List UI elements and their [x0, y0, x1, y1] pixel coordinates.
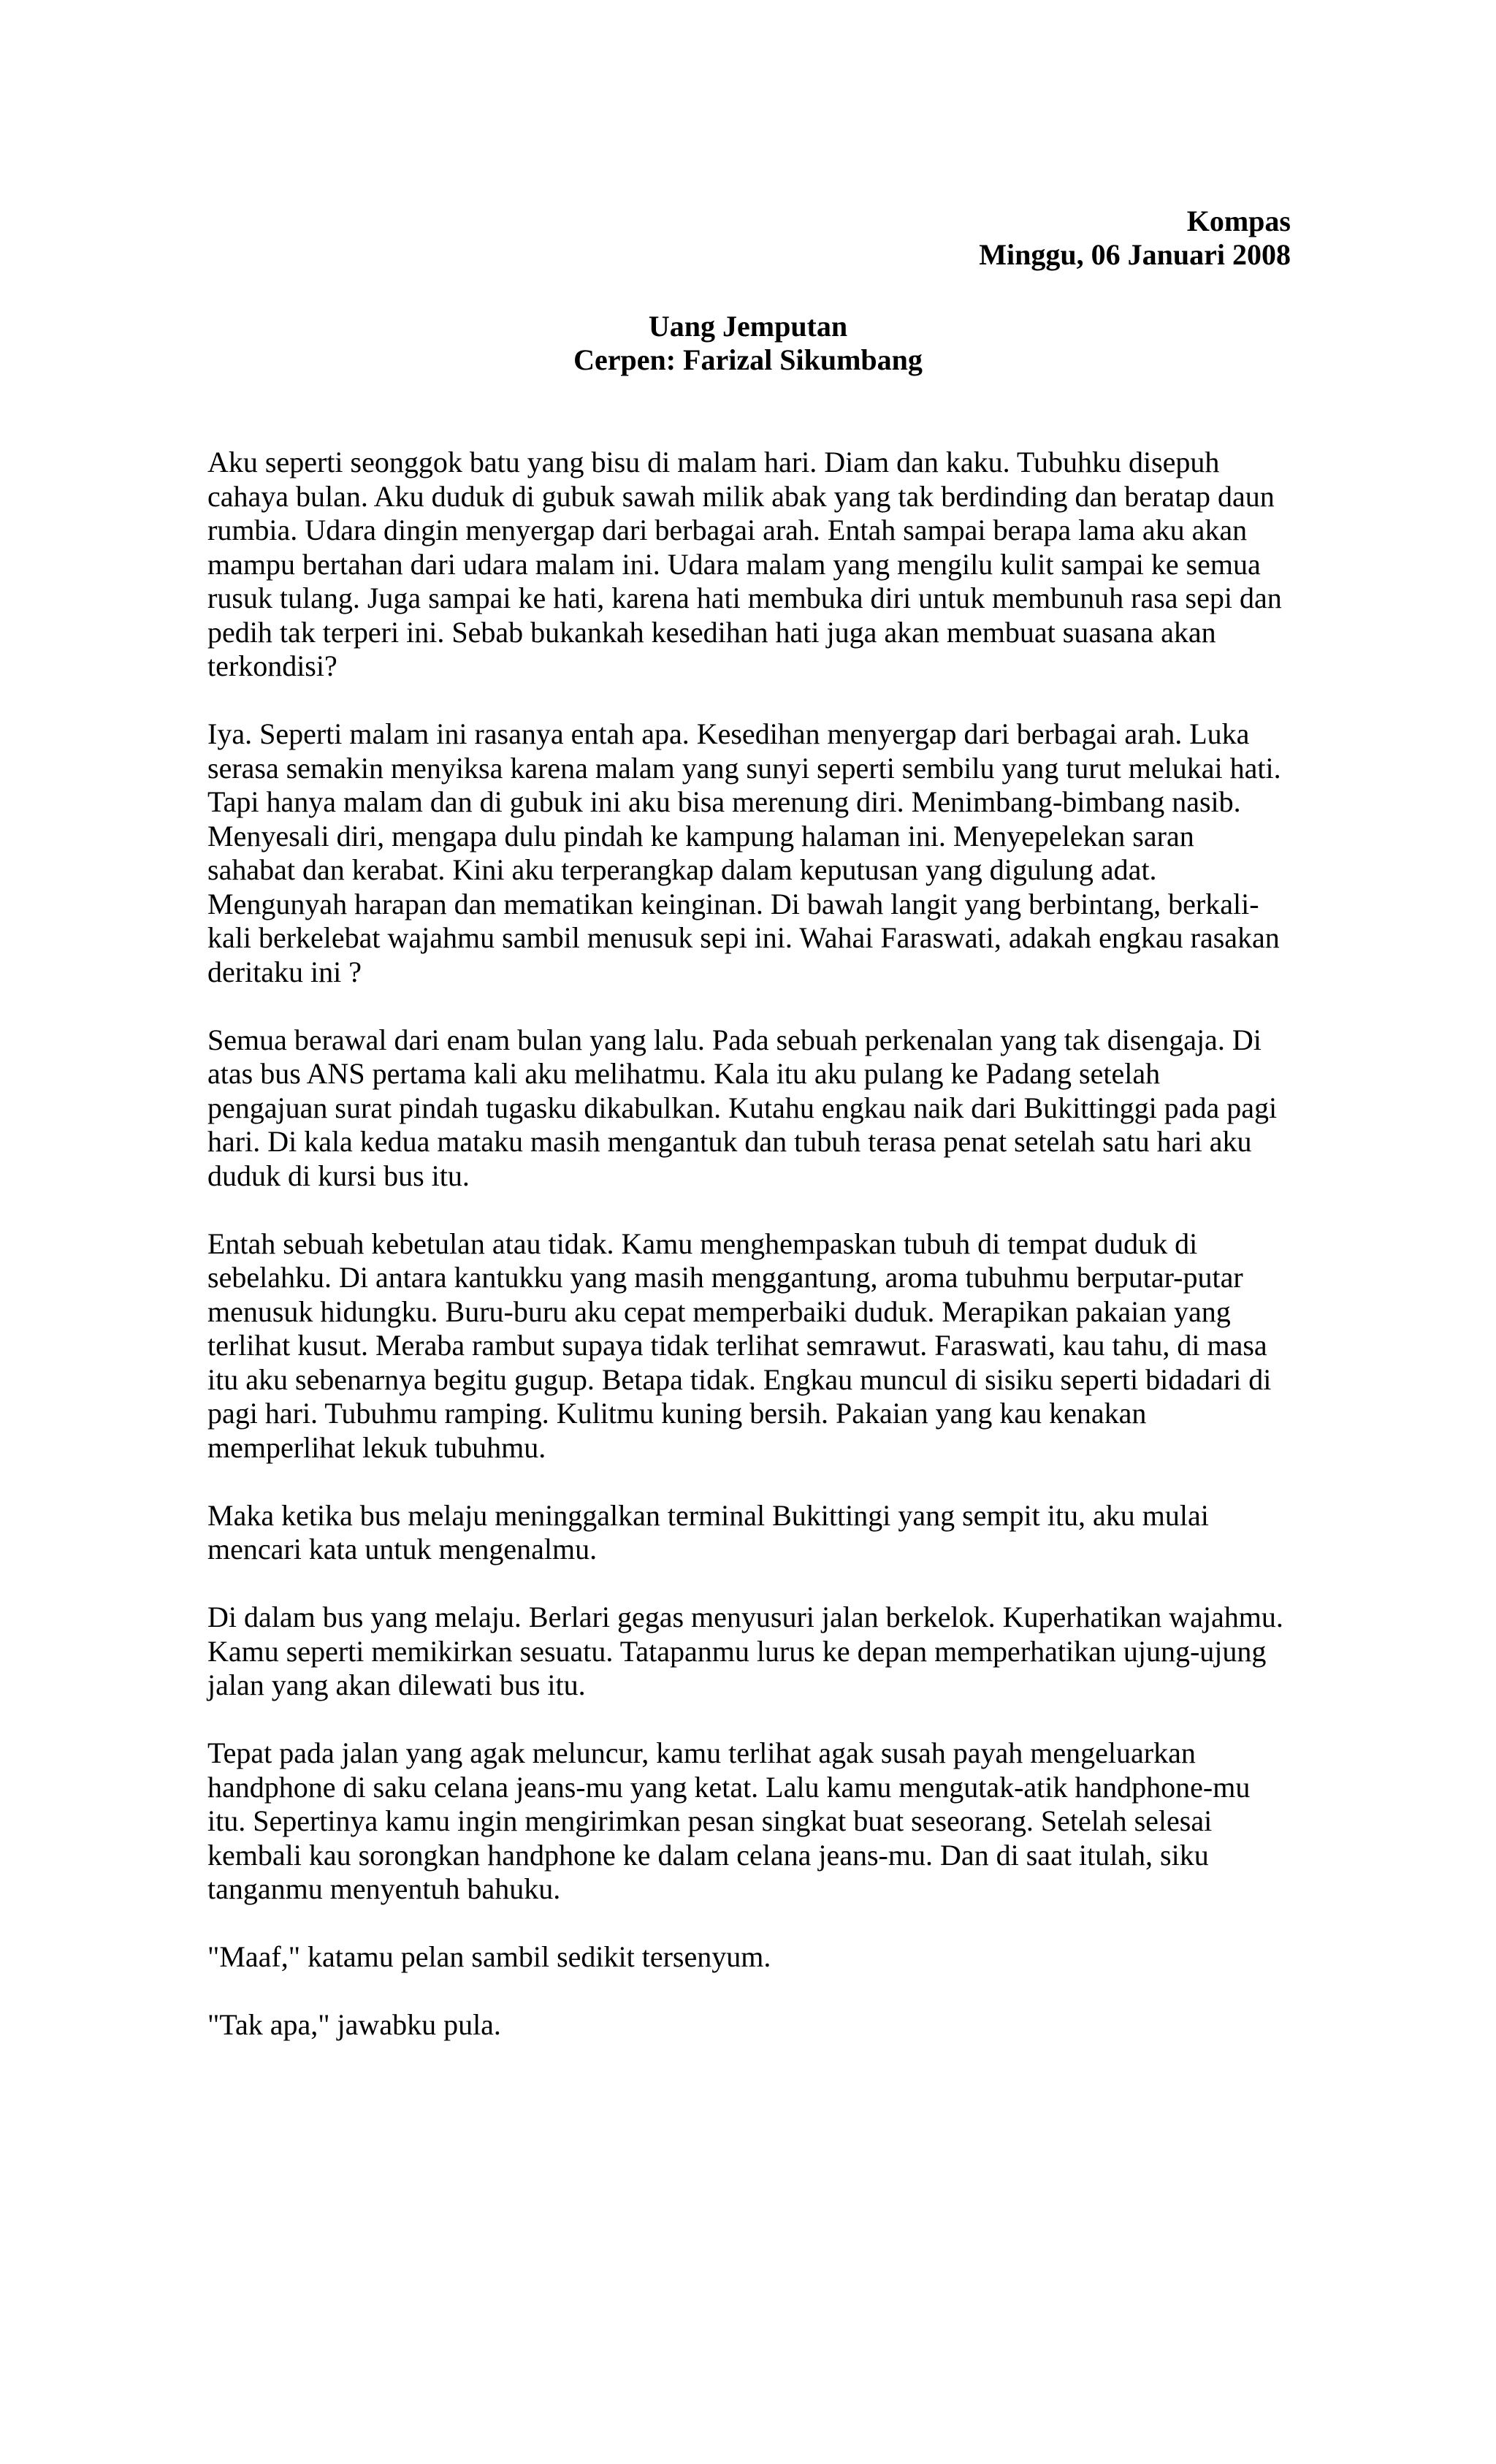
- paragraph-line: rusuk tulang. Juga sampai ke hati, karena hati membuka diri untuk membunuh rasa sepi dan: [207, 581, 1282, 614]
- paragraph: [207, 1940, 1294, 1975]
- paragraph-line: duduk di kursi bus itu.: [207, 1159, 470, 1192]
- paragraph-line: Semua berawal dari enam bulan yang lalu. Pada sebuah perkenalan yang tak disengaja. Di: [207, 1023, 1262, 1056]
- story-byline: Cerpen: Farizal Sikumbang: [573, 343, 923, 376]
- paragraph-line: Mengunyah harapan dan mematikan keinginan. Di bawah langit yang berbintang, berkali-: [207, 887, 1259, 920]
- paragraph-line: terkondisi?: [207, 649, 337, 682]
- paragraph-line: memperlihat lekuk tubuhmu.: [207, 1430, 546, 1464]
- paragraph-line: menusuk hidungku. Buru-buru aku cepat memperbaiki duduk. Merapikan pakaian yang: [207, 1294, 1231, 1328]
- paragraph-line: itu aku sebenarnya begitu gugup. Betapa tidak. Engkau muncul di sisiku seperti bidadari di: [207, 1362, 1272, 1396]
- paragraph-line: Entah sebuah kebetulan atau tidak. Kamu menghempaskan tubuh di tempat duduk di: [207, 1227, 1198, 1260]
- paragraph: [207, 717, 1294, 989]
- paragraph-line: deritaku ini ?: [207, 955, 362, 988]
- paragraph-line: Kamu seperti memikirkan sesuatu. Tatapanmu lurus ke depan memperhatikan ujung-ujung: [207, 1634, 1267, 1668]
- masthead: [979, 205, 1291, 272]
- publication-date: Minggu, 06 Januari 2008: [979, 238, 1291, 271]
- paragraph-line: handphone di saku celana jeans-mu yang ketat. Lalu kamu mengutak-atik handphone-mu: [207, 1770, 1251, 1804]
- paragraph-line: mencari kata untuk mengenalmu.: [207, 1533, 598, 1565]
- publication-name: Kompas: [1186, 205, 1291, 237]
- paragraph-line: Menyesali diri, mengapa dulu pindah ke kampung halaman ini. Menyepelekan saran: [207, 819, 1194, 853]
- paragraph: [207, 1736, 1294, 1907]
- paragraph-line: "Maaf," katamu pelan sambil sedikit tersenyum.: [207, 1940, 771, 1973]
- paragraph: [207, 1601, 1294, 1703]
- paragraph-line: Aku seperti seonggok batu yang bisu di malam hari. Diam dan kaku. Tubuhku disepuh: [207, 446, 1220, 478]
- paragraph-line: kali berkelebat wajahmu sambil menusuk sepi ini. Wahai Faraswati, adakah engkau rasakan: [207, 921, 1280, 954]
- paragraph-line: pedih tak terperi ini. Sebab bukankah kesedihan hati juga akan membuat suasana akan: [207, 615, 1216, 649]
- paragraph-line: cahaya bulan. Aku duduk di gubuk sawah milik abak yang tak berdinding dan beratap daun: [207, 479, 1275, 513]
- paragraph: [207, 1499, 1294, 1567]
- paragraph-line: serasa semakin menyiksa karena malam yang sunyi seperti sembilu yang turut melukai hati.: [207, 751, 1281, 785]
- paragraph-line: Iya. Seperti malam ini rasanya entah apa. Kesedihan menyergap dari berbagai arah. Luka: [207, 717, 1250, 750]
- paragraph-line: Tepat pada jalan yang agak meluncur, kamu terlihat agak susah payah mengeluarkan: [207, 1736, 1196, 1769]
- paragraph-line: hari. Di kala kedua mataku masih mengantuk dan tubuh terasa penat setelah satu hari aku: [207, 1125, 1252, 1158]
- paragraph: [207, 2008, 1294, 2042]
- paragraph-line: jalan yang akan dilewati bus itu.: [207, 1668, 586, 1701]
- paragraph-line: rumbia. Udara dingin menyergap dari berbagai arah. Entah sampai berapa lama aku akan: [207, 514, 1248, 546]
- paragraph-line: tanganmu menyentuh bahuku.: [207, 1872, 561, 1905]
- paragraph: [207, 1023, 1294, 1194]
- story-title: Uang Jemputan: [648, 310, 848, 343]
- paragraph-line: sahabat dan kerabat. Kini aku terperangkap dalam keputusan yang digulung adat.: [207, 853, 1157, 886]
- paragraph-line: itu. Sepertinya kamu ingin mengirimkan pesan singkat buat seseorang. Setelah selesai: [207, 1804, 1213, 1837]
- paragraph-line: atas bus ANS pertama kali aku melihatmu. Kala itu aku pulang ke Padang setelah: [207, 1057, 1161, 1090]
- paragraph-line: kembali kau sorongkan handphone ke dalam celana jeans-mu. Dan di saat itulah, siku: [207, 1838, 1209, 1872]
- paragraph-line: mampu bertahan dari udara malam ini. Udara malam yang mengilu kulit sampai ke semua: [207, 547, 1261, 581]
- paragraph-line: pagi hari. Tubuhmu ramping. Kulitmu kuning bersih. Pakaian yang kau kenakan: [207, 1397, 1147, 1430]
- paragraph-line: terlihat kusut. Meraba rambut supaya tidak terlihat semrawut. Faraswati, kau tahu, di masa: [207, 1329, 1267, 1362]
- paragraph-line: pengajuan surat pindah tugasku dikabulkan. Kutahu engkau naik dari Bukittinggi pada pagi: [207, 1091, 1278, 1124]
- paragraph-line: sebelahku. Di antara kantukku yang masih menggantung, aroma tubuhmu berputar-putar: [207, 1261, 1243, 1294]
- story-title-block: [0, 310, 1496, 377]
- paragraph-line: Tapi hanya malam dan di gubuk ini aku bisa merenung diri. Menimbang-bimbang nasib.: [207, 785, 1241, 818]
- paragraph-line: Maka ketika bus melaju meninggalkan terminal Bukittingi yang sempit itu, aku mulai: [207, 1498, 1209, 1532]
- paragraph-line: "Tak apa," jawabku pula.: [207, 2008, 501, 2041]
- paragraph-line: Di dalam bus yang melaju. Berlari gegas menyusuri jalan berkelok. Kuperhatikan wajahmu.: [207, 1601, 1283, 1633]
- story-body: [207, 446, 1294, 2076]
- paragraph: [207, 1227, 1294, 1465]
- paragraph: [207, 446, 1294, 684]
